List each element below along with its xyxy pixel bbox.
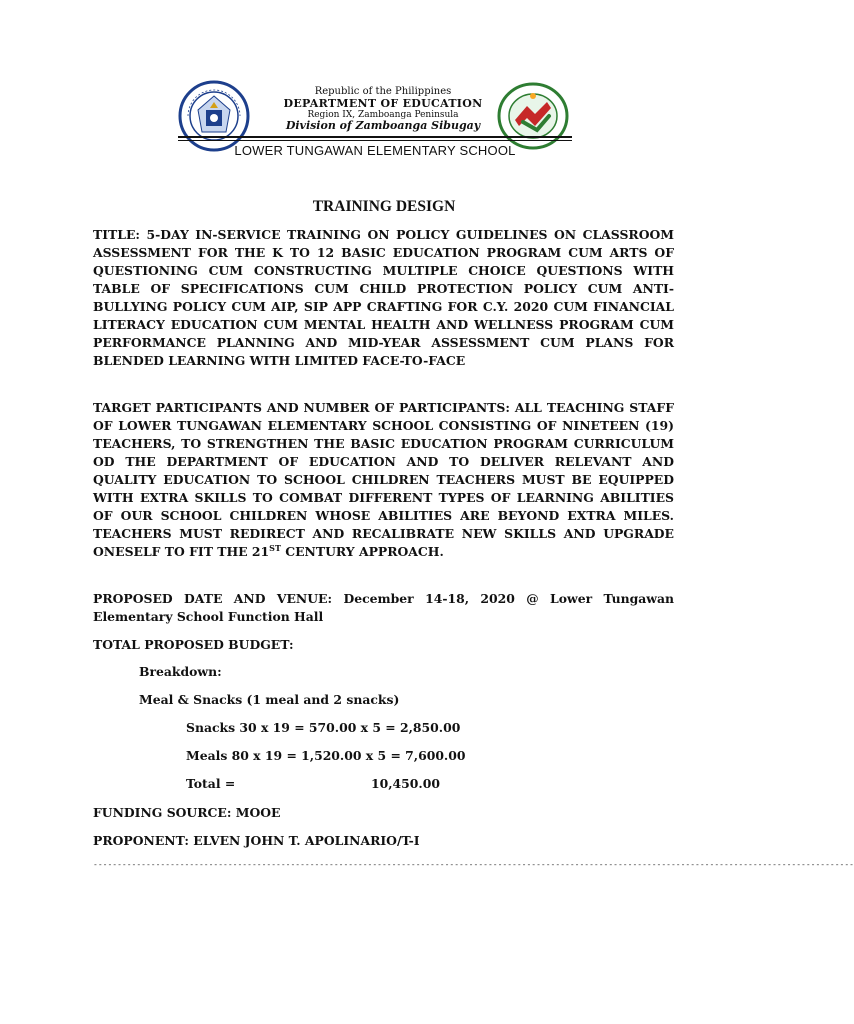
funding-source: FUNDING SOURCE: MOOE xyxy=(93,805,281,820)
separator-line: -------------------------------------------------------------------------------------------------------------------------------------------------------------- xyxy=(93,860,854,869)
division-text: Division of Zamboanga Sibugay xyxy=(285,119,481,133)
title-paragraph: TITLE: 5-DAY IN-SERVICE TRAINING ON POLICY GUIDELINES ON CLASSROOM ASSESSMENT FOR THE K TO 12 BASIC EDUCATION PROGRAM CUM ARTS OF QUESTIONING CUM CONSTRUCTING MULTIPLE CHOICE QUESTIONS WITH TABLE OF SPECIFICATIONS CUM CHILD PROTECTION POLICY CUM ANTI-BULLYING POLICY CUM AIP, SIP APP CRAFTING FOR C.Y. 2020 CUM FINANCIAL LITERACY EDUCATION CUM MENTAL HEALTH AND WELLNESS PROGRAM CUM PERFORMANCE PLANNING AND MID-YEAR ASSESSMENT CUM PLANS FOR BLENDED LEARNING WITH LIMITED FACE-TO-FACE xyxy=(93,227,674,368)
header-rule-thick xyxy=(178,136,572,138)
target-participants-paragraph xyxy=(93,399,674,561)
region-text: Region IX, Zamboanga Peninsula xyxy=(307,110,459,121)
budget-heading: TOTAL PROPOSED BUDGET: xyxy=(93,637,294,652)
date-venue-paragraph: PROPOSED DATE AND VENUE: December 14-18, 2020 @ Lower Tungawan Elementary School Function Hall xyxy=(93,591,674,624)
letterhead xyxy=(258,86,508,133)
republic-text: Republic of the Philippines xyxy=(314,86,452,97)
department-text: DEPARTMENT OF EDUCATION xyxy=(283,96,483,110)
proponent: PROPONENT: ELVEN JOHN T. APOLINARIO/T-I xyxy=(93,833,420,848)
header-rule-thin xyxy=(178,140,572,141)
total-label: Total = xyxy=(186,776,236,791)
total-value: 10,450.00 xyxy=(371,776,440,791)
school-name: LOWER TUNGAWAN ELEMENTARY SCHOOL xyxy=(234,143,516,158)
target-text: TARGET PARTICIPANTS AND NUMBER OF PARTICIPANTS: ALL TEACHING STAFF OF LOWER TUNGAWAN ELEMENTARY SCHOOL CONSISTING OF NINETEEN (19) TEACHERS, TO STRENGTHEN THE BASIC EDUCATION PROGRAM CURRICULUM OD THE DEPARTMENT OF EDUCATION AND TO DELIVER RELEVANT AND QUALITY EDUCATION TO SCHOOL CHILDREN TEACHERS MUST BE EQUIPPED WITH EXTRA SKILLS TO COMBAT DIFFERENT TYPES OF LEARNING ABILITIES OF OUR SCHOOL CHILDREN WHOSE ABILITIES ARE BEYOND EXTRA MILES. TEACHERS MUST REDIRECT AND RECALIBRATE NEW SKILLS AND UPGRADE ONESELF TO FIT THE 21 xyxy=(93,400,674,559)
target-tail: CENTURY APPROACH. xyxy=(280,544,444,559)
superscript-st: ST xyxy=(269,542,281,553)
meal-snacks-label: Meal & Snacks (1 meal and 2 snacks) xyxy=(139,692,400,707)
meals-line: Meals 80 x 19 = 1,520.00 x 5 = 7,600.00 xyxy=(186,748,466,763)
deped-seal-icon xyxy=(178,80,250,152)
snacks-line: Snacks 30 x 19 = 570.00 x 5 = 2,850.00 xyxy=(186,720,461,735)
document-title: TRAINING DESIGN xyxy=(312,198,456,215)
breakdown-label: Breakdown: xyxy=(139,664,222,679)
